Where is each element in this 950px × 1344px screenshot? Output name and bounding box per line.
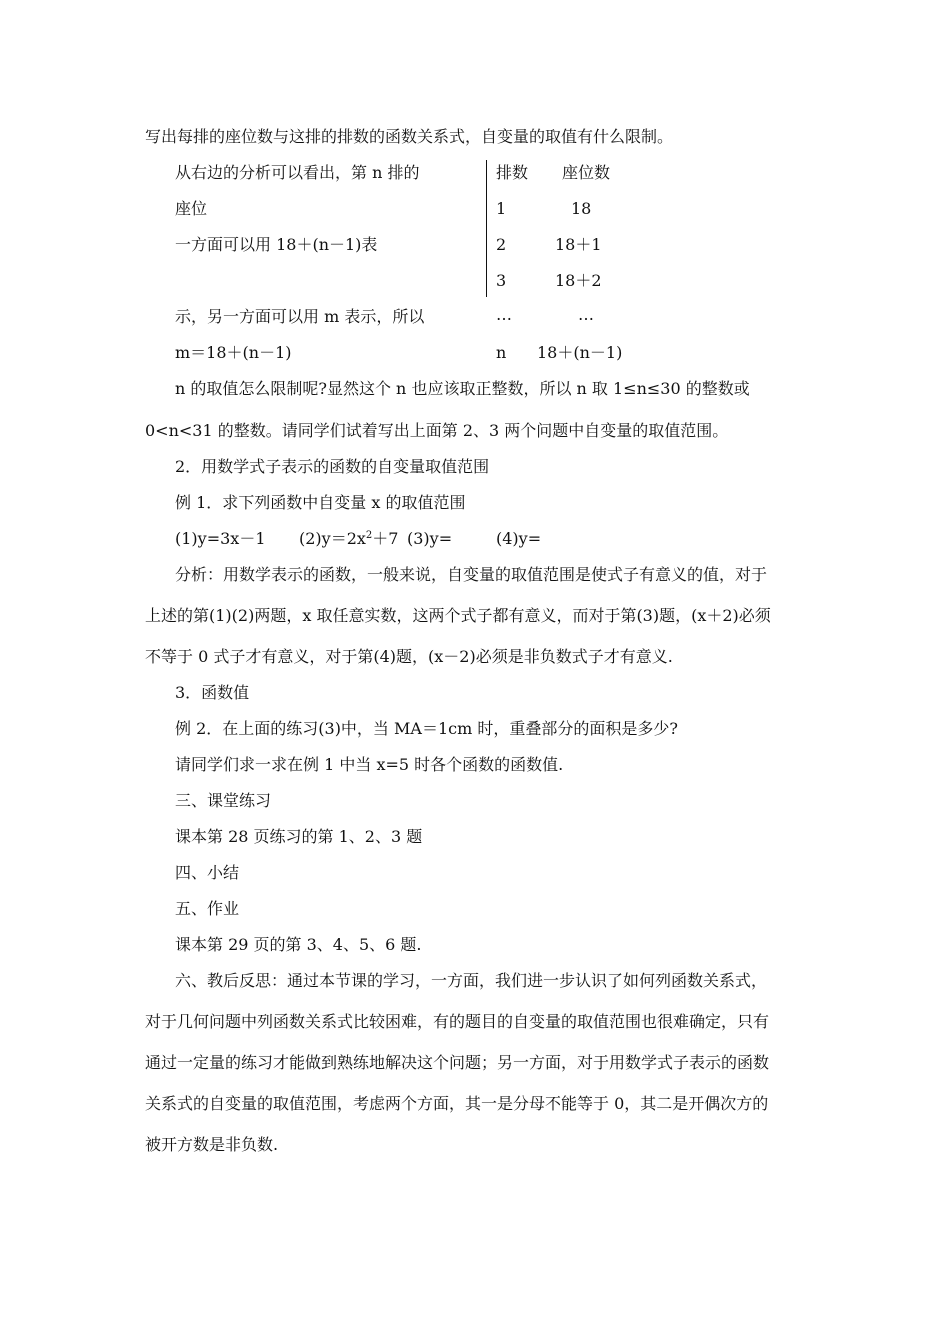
table-row-number: n [496,343,507,362]
table-row-seats: 18＋(n－1) [537,343,623,362]
function-2-exponent: 2 [365,530,373,541]
function-3: (3)y= [407,529,453,548]
function-2-tail: ＋7 [372,529,399,548]
section-2-heading: 2．用数学式子表示的函数的自变量取值范围 [175,457,490,476]
reflection-line-4: 关系式的自变量的取值范围，考虑两个方面，其一是分母不能等于 0，其二是开偶次方的 [145,1094,769,1113]
practice-text: 课本第 28 页练习的第 1、2、3 题 [175,827,423,846]
ask-text: 请同学们求一求在例 1 中当 x=5 时各个函数的函数值. [175,755,564,774]
reflection-line-2: 对于几何问题中列函数关系式比较困难，有的题目的自变量的取值范围也很难确定，只有 [145,1012,770,1031]
example-2: 例 2．在上面的练习(3)中，当 MA＝1cm 时，重叠部分的面积是多少? [175,719,678,738]
function-1: (1)y=3x－1 [175,529,266,548]
table-row-number: 3 [496,271,507,290]
range-para-line-1: n 的取值怎么限制呢?显然这个 n 也应该取正整数，所以 n 取 1≤n≤30 的整数或 [175,379,750,398]
analysis2-line-2: 上述的第(1)(2)两题，x 取任意实数，这两个式子都有意义，而对于第(3)题，(x＋2)必须 [145,606,771,625]
homework-text: 课本第 29 页的第 3、4、5、6 题. [175,935,422,954]
analysis-line-5: m＝18＋(n－1) [175,343,292,362]
analysis-line-4: 示，另一方面可以用 m 表示，所以 [175,307,425,326]
analysis-line-2: 座位 [175,199,208,218]
table-divider [486,160,487,297]
table-header-seats: 座位数 [562,163,611,182]
table-row-number: 2 [496,235,507,254]
table-row-seats: … [578,305,594,324]
table-header-row: 排数 [496,163,529,182]
practice-heading: 三、课堂练习 [175,791,272,810]
example-1-title: 例 1．求下列函数中自变量 x 的取值范围 [175,493,466,512]
intro-text: 写出每排的座位数与这排的排数的函数关系式，自变量的取值有什么限制。 [145,127,674,146]
reflection-line-3: 通过一定量的练习才能做到熟练地解决这个问题；另一方面，对于用数学式子表示的函数 [145,1053,770,1072]
section-3-heading: 3．函数值 [175,683,250,702]
reflection-line-1: 六、教后反思：通过本节课的学习，一方面，我们进一步认识了如何列函数关系式， [175,971,768,990]
table-row-number: 1 [496,199,507,218]
range-para-line-2: 0<n<31 的整数。请同学们试着写出上面第 2、3 两个问题中自变量的取值范围。 [145,421,729,440]
table-row-number: … [496,305,512,324]
analysis-line-3: 一方面可以用 18＋(n－1)表 [175,235,378,254]
analysis-line-1: 从右边的分析可以看出，第 n 排的 [175,163,420,182]
function-2 [299,529,398,549]
function-2-base: (2)y＝2x [299,529,366,548]
homework-heading: 五、作业 [175,899,240,918]
function-4: (4)y= [496,529,542,548]
reflection-line-5: 被开方数是非负数. [145,1135,279,1154]
table-row-seats: 18＋2 [555,271,602,290]
analysis2-line-3: 不等于 0 式子才有意义，对于第(4)题，(x－2)必须是非负数式子才有意义. [145,647,673,666]
table-row-seats: 18＋1 [555,235,602,254]
analysis2-line-1: 分析：用数学表示的函数，一般来说，自变量的取值范围是使式子有意义的值，对于 [175,565,768,584]
summary-heading: 四、小结 [175,863,240,882]
table-row-seats: 18 [571,199,592,218]
